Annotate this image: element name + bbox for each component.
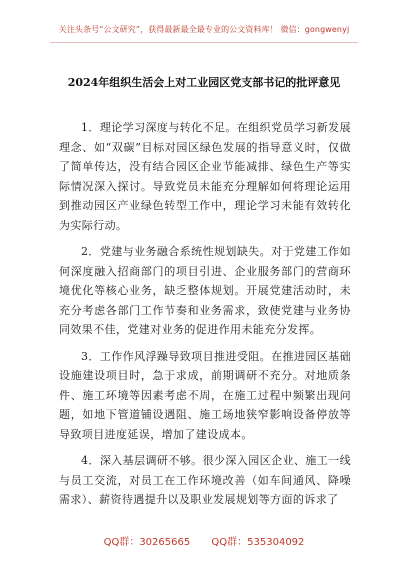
paragraph-1: 1．理论学习深度与转化不足。在组织党员学习新发展理念、如“双碳”目标对园区绿色发展的指导意义时，仅做了简单传达，没有结合园区企业节能减排、绿色生产等实际情况深入探讨。导致党员未能充分理解如何将理论运用到推动园区产业绿色转型工作中，理论学习未能有效转化为实际行动。 [59,121,351,232]
header-divider [50,42,358,43]
document-title: 2024年组织生活会上对工业园区党支部书记的批评意见 [67,76,341,89]
paragraph-2: 2．党建与业务融合系统性规划缺失。对于党建工作如何深度融入招商部门的项目引进、企业服务部门的营商环境优化等核心业务，缺乏整体规划。开展党建活动时，未充分考虑各部门工作节奏和业务需求，致使党建与业务协同效果不佳，党建对业务的促进作用未能充分发挥。 [59,245,351,336]
footer-qq-group-2: QQ群：535304092 [211,537,305,548]
footer-contacts [0,536,408,550]
document-body [59,118,351,517]
header-banner: 关注头条号“公文研究”，获得最新最全最专业的公文资料库！ 微信：gongwenyj [58,25,350,34]
footer-qq-group-1: QQ群：30265665 [103,537,191,548]
paragraph-4: 4．深入基层调研不够。很少深入园区企业、施工一线与员工交流，对员工在工作环境改善（如车间通风、降噪需求）、薪资待遇提升以及职业发展规划等方面的诉求了 [59,454,351,506]
paragraph-3: 3．工作作风浮躁导致项目推进受阻。在推进园区基础设施建设项目时，急于求成，前期调研不充分。对地质条件、施工环境等因素考虑不周，在施工过程中频繁出现问题，如地下管道铺设遇阻、施工场地狭窄影响设备停放等导致项目进度延误，增加了建设成本。 [59,349,351,441]
